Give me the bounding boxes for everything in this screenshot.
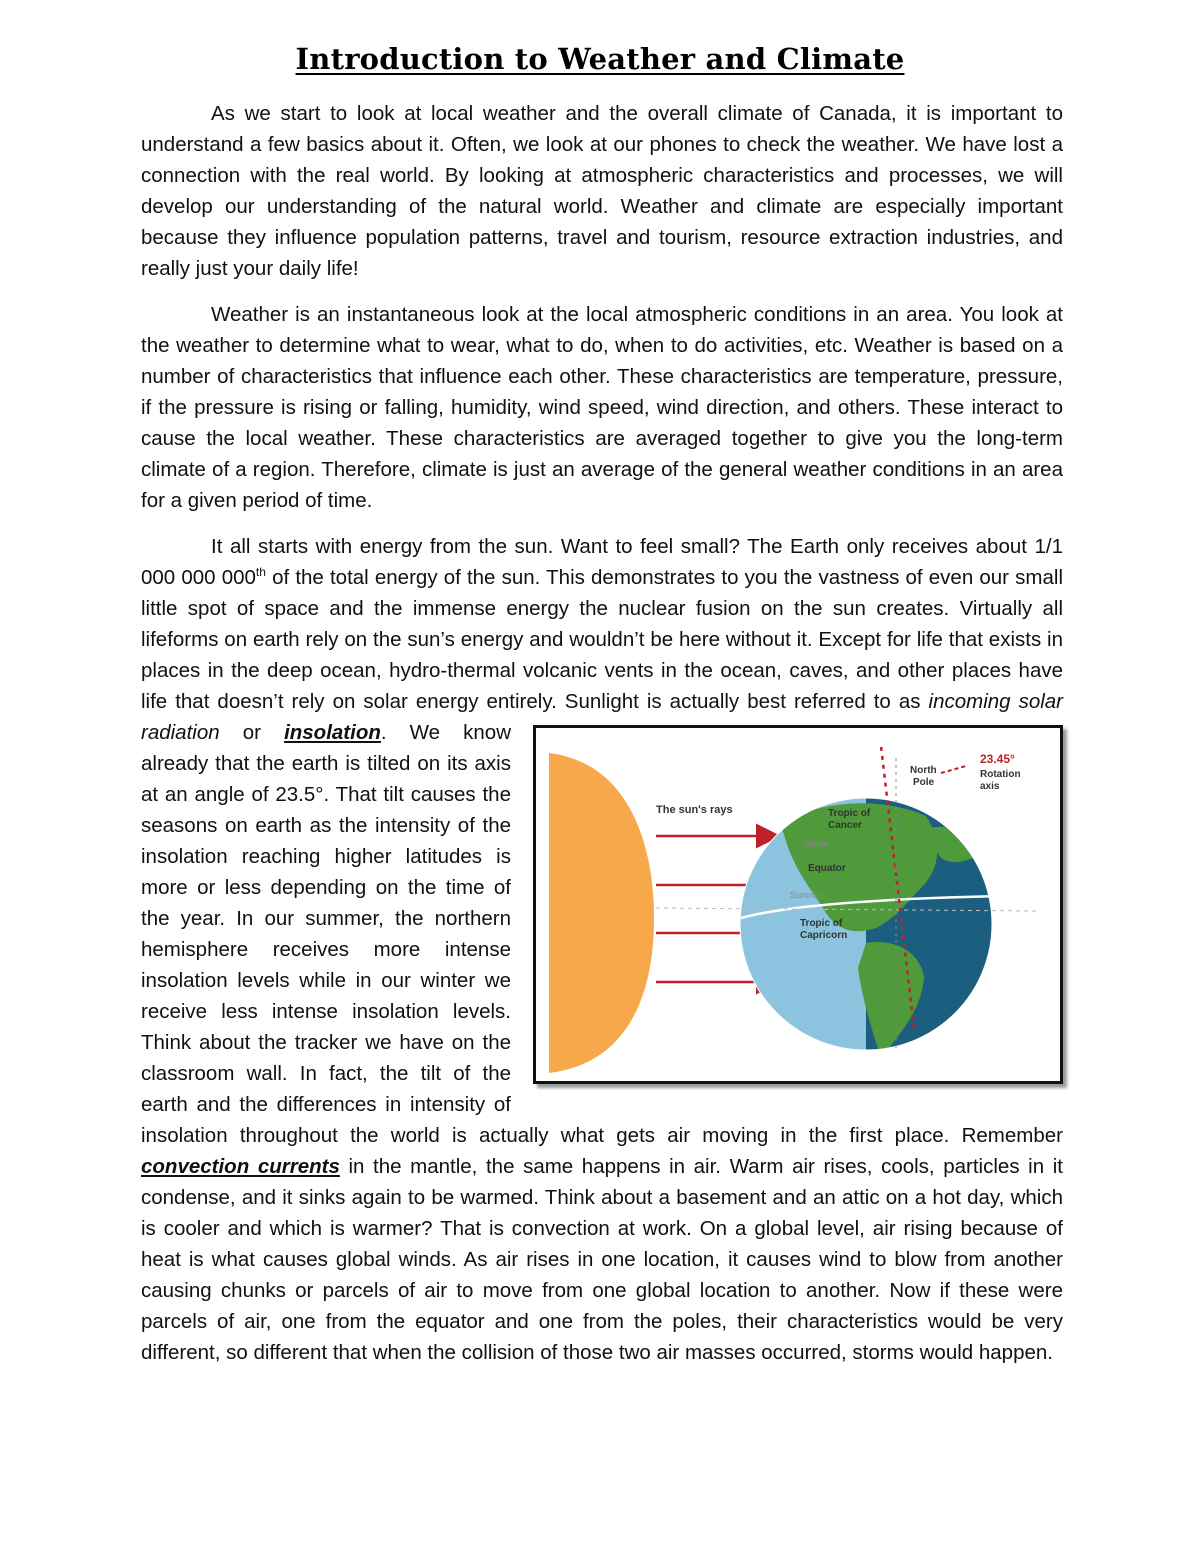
ordinal-superscript: th [255,565,266,580]
term-insolation: insolation [284,721,381,744]
sun-rays-label: The sun's rays [656,804,733,816]
paragraph-energy [141,531,1063,1368]
paragraph-weather: Weather is an instantaneous look at the local atmospheric conditions in an area. You look at the weather to determine what to wear, what to do, when to do activities, etc. Weather is based on a number of characteristics that influence each other. These characteristics are temperature, pressure, if the pressure is rising or falling, humidity, wind speed, wind direction, and others. These interact to cause the local weather. These characteristics are averaged together to give you the long-term climate of a region. Therefore, climate is just an average of the general weather conditions in an area for a given period of time. [141,303,1063,512]
rotation-axis-label-line1: Rotation [980,769,1021,780]
term-convection-currents: convection currents [141,1155,340,1178]
page-title: Introduction to Weather and Climate [295,42,905,76]
paragraph-energy-part-c: . We know already that the earth is tilted on its axis at an angle of 23.5°. That tilt causes the seasons on earth as the intensity of the insolation reaching higher latitudes is more or less depending on the time of the year. In our summer, the northern hemisphere receives more intense insolation levels while in our winter we receive less intense insolation levels. Think about the tracker we have on the classroom wall. In fact, the tilt of the earth and the differences in intensity of insolation throughout the world is actually what gets air moving in the first place. Remember [141,721,1063,1147]
paragraph-energy-part-b: of the total energy of the sun. This demonstrates to you the vastness of even our small little spot of space and the immense energy the nuclear fusion on the sun creates. Virtually all lifeforms on earth rely on the sun’s energy and wouldn’t be here without it. Except for life that exists in places in the deep ocean, hydro-thermal volcanic vents in the ocean, caves, and other places have life that doesn’t rely on solar energy entirely. Sunlight is actually best referred to as [141,566,1063,713]
paragraph-intro: As we start to look at local weather and the overall climate of Canada, it is important to understand a few basics about it. Often, we look at our phones to check the weather. We have lost a connection with the real world. By looking at atmospheric characteristics and processes, we will develop our understanding of the natural world. Weather and climate are especially important because they influence population patterns, travel and tourism, resource extraction industries, and really just your daily life! [141,102,1063,280]
tropic-capricorn-label-line2: Capricorn [800,930,848,941]
equator-label: Equator [808,863,846,874]
summer-label: Summer [790,890,825,900]
earth-tilt-figure [533,725,1063,1084]
term-incoming-solar-radiation: incoming solar radiation [141,690,1063,744]
tropic-cancer-label-line1: Tropic of [828,808,871,819]
paragraph-energy-part-d: in the mantle, the same happens in air. Warm air rises, cools, particles in it condense, and it sinks again to be warmed. Think about a basement and an attic on a hot day, which is cooler and which is warmer? That is convection at work. On a global level, air rising because of heat is what causes global winds. As air rises in one location, it causes wind to blow from another causing chunks or parcels of air to move from one global location to another. Now if these were parcels of air, one from the equator and one from the poles, their characteristics would be very different, so different that when the collision of those two air masses occurred, storms would happen. [141,1155,1063,1364]
tropic-capricorn-label-line1: Tropic of [800,918,843,929]
earth-tilt-diagram [536,728,1060,1081]
rotation-axis-label-line2: axis [980,781,1000,792]
tropic-cancer-label-line2: Cancer [828,820,862,831]
connector-or: or [219,721,285,744]
paragraph-energy-part-a: It all starts with energy from the sun. Want to feel small? The Earth only receives about 1/1 000 000 000 [141,535,1063,589]
document-body [141,98,1063,1368]
tilt-angle-label: 23.45° [980,752,1015,766]
north-pole-label-line1: North [910,765,937,776]
winter-label: Winter [803,839,830,849]
north-pole-label-line2: Pole [913,777,935,788]
